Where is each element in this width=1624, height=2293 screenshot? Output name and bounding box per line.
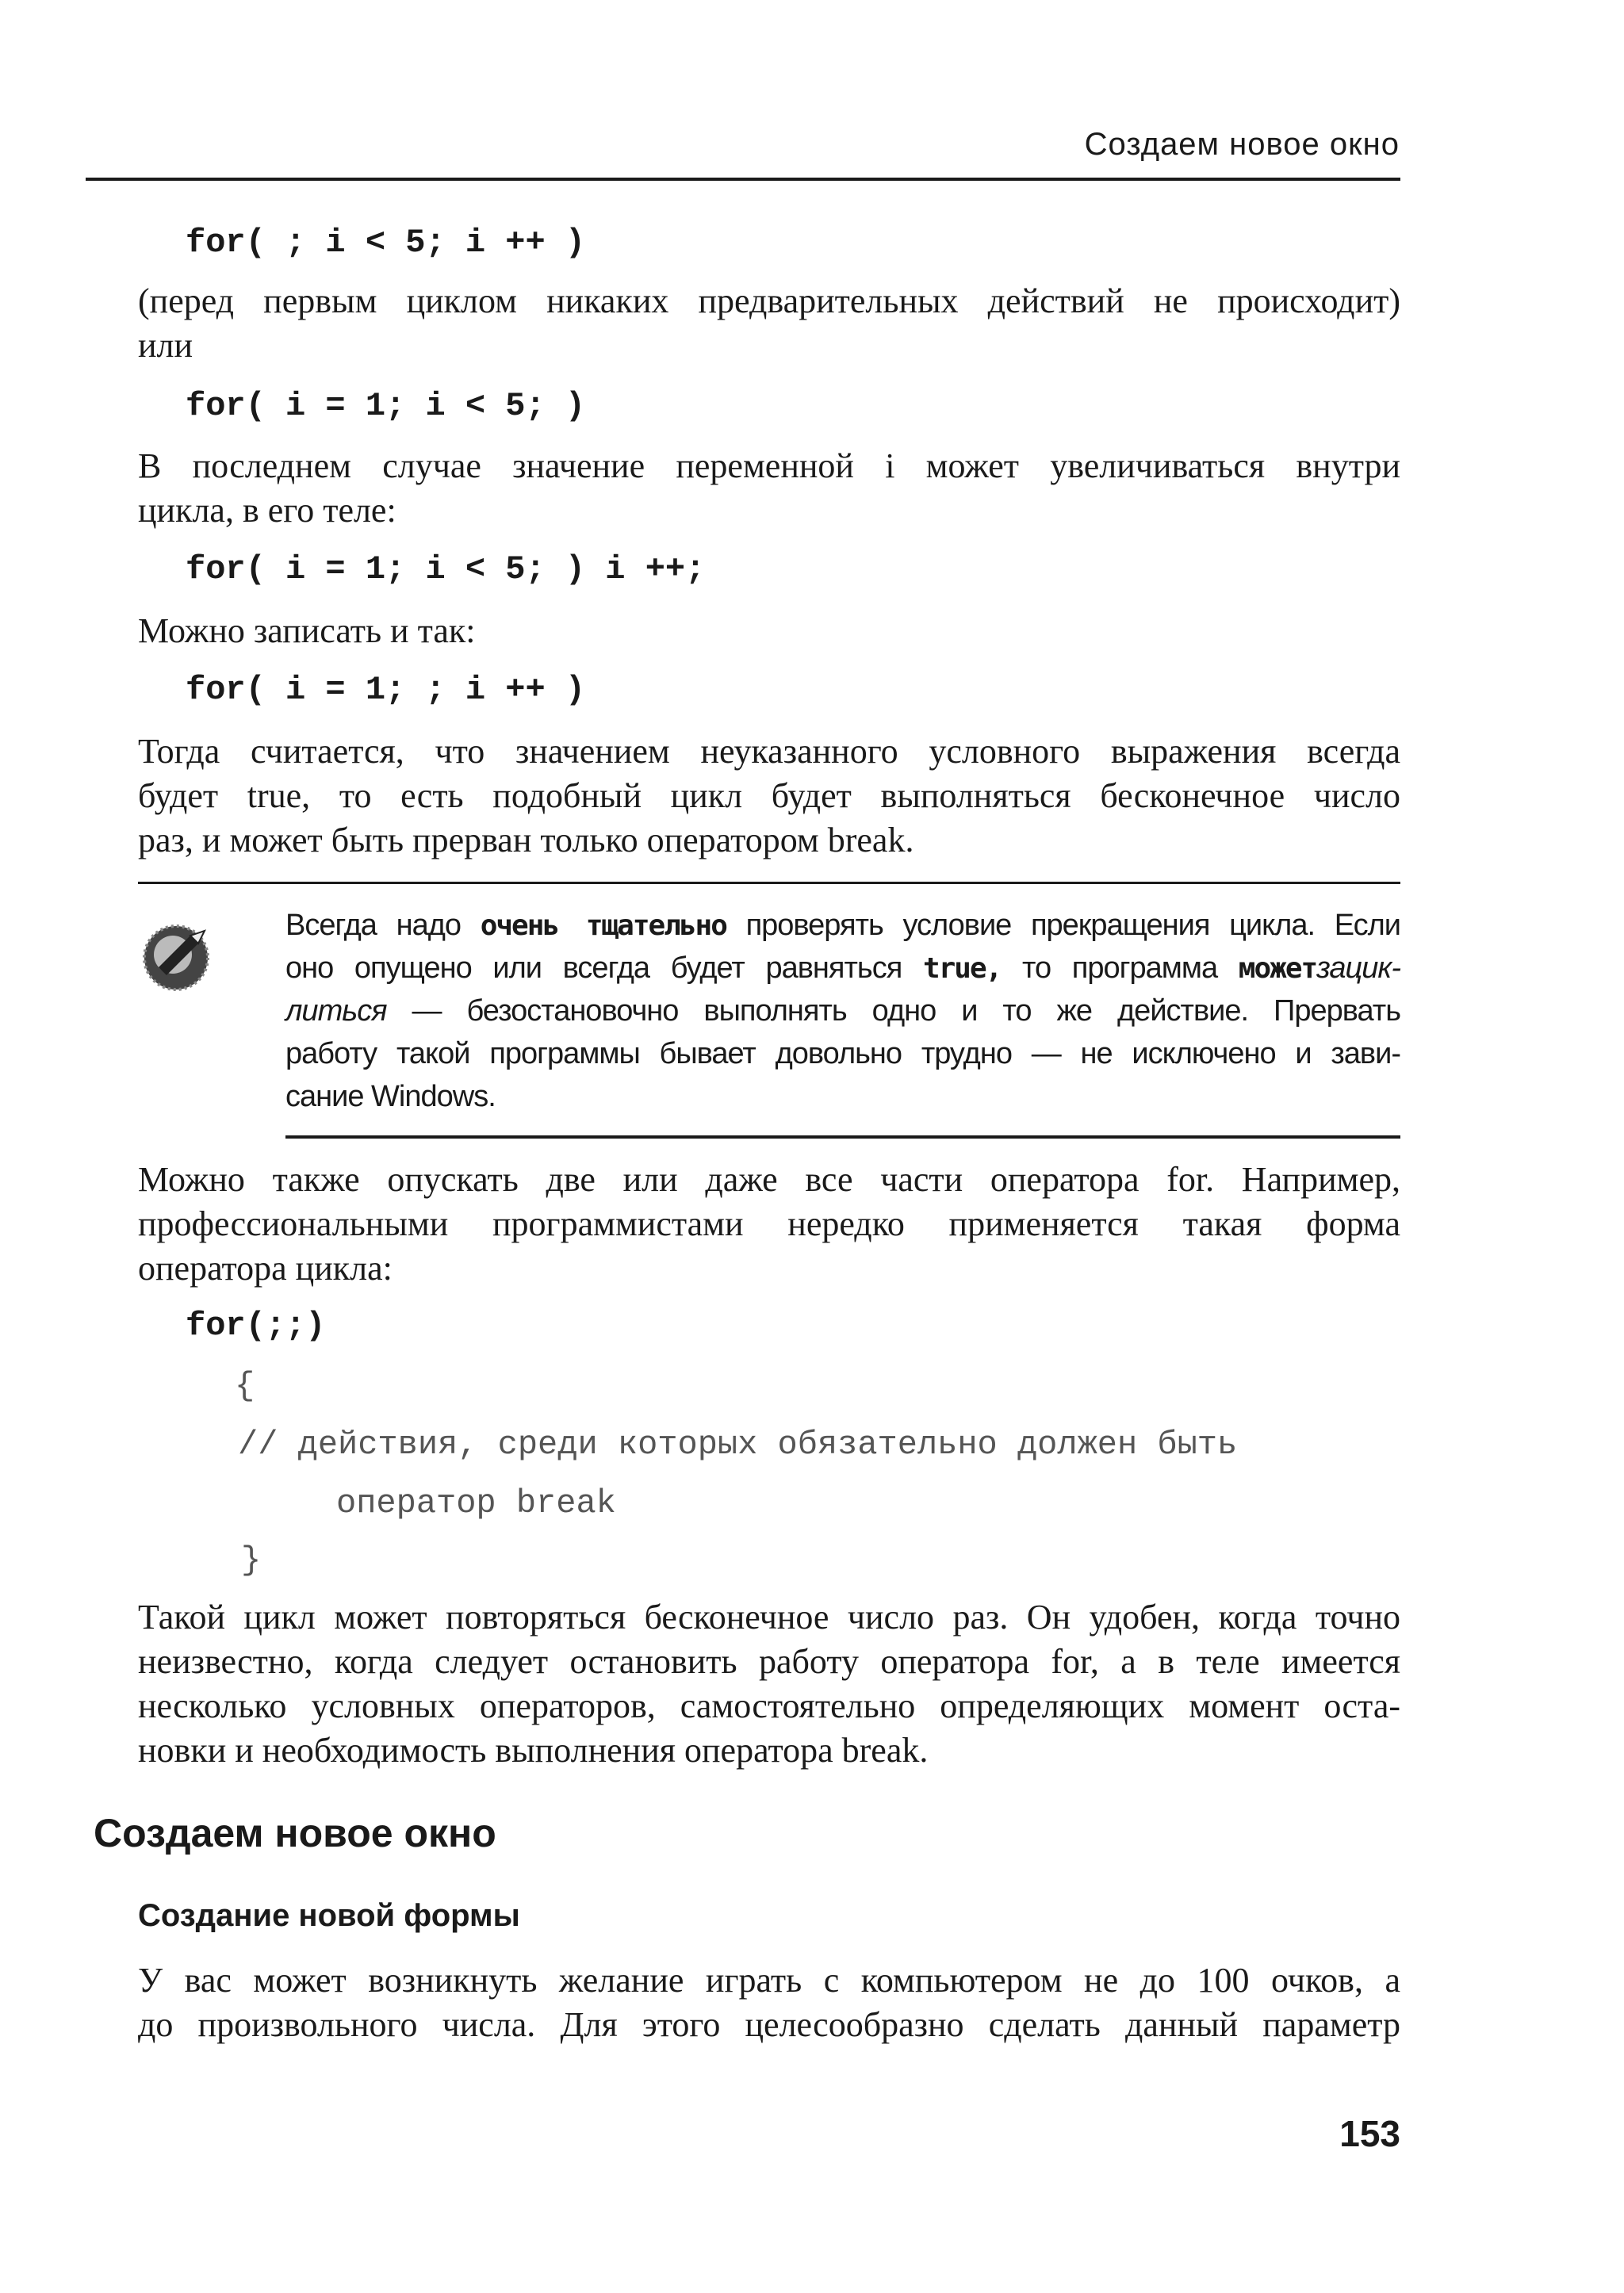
note-text-run: Всегда надо (285, 909, 481, 942)
paragraph-line: неизвестно, когда следует остановить работу оператора for, а в теле имеется (138, 1642, 1400, 1681)
warning-pen-icon (135, 912, 222, 999)
code-block-line: { (235, 1367, 255, 1405)
paragraph-line: У вас может возникнуть желание играть с компьютером не до 100 очков, а (138, 1961, 1400, 2000)
note-emphasis: очень тщательно (480, 909, 726, 942)
paragraph-line: Можно записать и так: (138, 611, 476, 650)
paragraph-line: (перед первым циклом никаких предварительных действий не происходит) (138, 281, 1400, 320)
code-line-2: for( i = 1; i < 5; ) (186, 387, 586, 425)
paragraph-line: раз, и может быть прерван только оператором break. (138, 821, 914, 859)
note-line (285, 947, 1400, 990)
paragraph-4 (138, 729, 1400, 863)
paragraph-line: оператора цикла: (138, 1249, 393, 1288)
code-line-3: for( i = 1; i < 5; ) i ++; (186, 550, 706, 588)
paragraph-line: Можно также опускать две или даже все части оператора for. Например, (138, 1160, 1400, 1199)
note-line (285, 904, 1400, 947)
note-text-run: проверять условие прекращения цикла. Если (726, 909, 1401, 942)
paragraph-7 (138, 1958, 1400, 2047)
paragraph-line: профессиональными программистами нередко применяется такая форма (138, 1204, 1400, 1243)
paragraph-1 (138, 279, 1400, 368)
code-comment-line: // действия, среди которых обязательно должен быть (238, 1426, 1238, 1464)
paragraph-5 (138, 1158, 1400, 1291)
note-line: сание Windows. (285, 1080, 496, 1113)
note-text (285, 904, 1400, 1118)
paragraph-3 (138, 609, 1400, 653)
code-line-4: for( i = 1; ; i ++ ) (186, 671, 586, 709)
note-text-run: оно опущено или всегда будет равняться (285, 951, 923, 985)
paragraph-6 (138, 1595, 1400, 1773)
code-comment-line: оператор break (336, 1484, 616, 1522)
paragraph-2 (138, 444, 1400, 533)
paragraph-line: Такой цикл может повторяться бесконечное число раз. Он удобен, когда точно (138, 1598, 1400, 1636)
paragraph-line: будет true, то есть подобный цикл будет выполняться бесконечное число (138, 776, 1400, 815)
section-heading: Создаем новое окно (94, 1811, 496, 1855)
note-italic: литься (285, 994, 387, 1028)
note-emphasis: может (1238, 952, 1317, 985)
paragraph-line: новки и необходимость выполнения оператора break. (138, 1731, 929, 1770)
page-number: 153 (1339, 2113, 1400, 2154)
paragraph-line: Тогда считается, что значением неуказанного условного выражения всегда (138, 732, 1400, 771)
header-rule (86, 178, 1400, 181)
paragraph-line: В последнем случае значение переменной i может увеличиваться внутри (138, 446, 1400, 485)
note-italic: зацик- (1316, 951, 1401, 985)
note-line (285, 990, 1400, 1032)
note-code: true, (922, 952, 1002, 985)
note-bottom-rule (285, 1135, 1400, 1139)
note-text-run: то программа (1001, 951, 1239, 985)
code-line-1: for( ; i < 5; i ++ ) (186, 224, 586, 262)
note-text-run: — безостановочно выполнять одно и то же действие. Прервать (386, 994, 1400, 1028)
code-block-line: } (241, 1541, 262, 1579)
running-head: Создаем новое окно (1084, 127, 1400, 162)
paragraph-line: несколько условных операторов, самостоятельно определяющих момент оста- (138, 1686, 1400, 1725)
paragraph-line: цикла, в его теле: (138, 491, 396, 530)
paragraph-line: или (138, 326, 193, 365)
subsection-heading: Создание новой формы (138, 1898, 520, 1933)
note-line: работу такой программы бывает довольно трудно — не исключено и зави- (285, 1037, 1400, 1070)
paragraph-line: до произвольного числа. Для этого целесообразно сделать данный параметр (138, 2005, 1400, 2044)
code-block-line: for(;;) (186, 1307, 326, 1345)
note-top-rule (138, 882, 1400, 884)
